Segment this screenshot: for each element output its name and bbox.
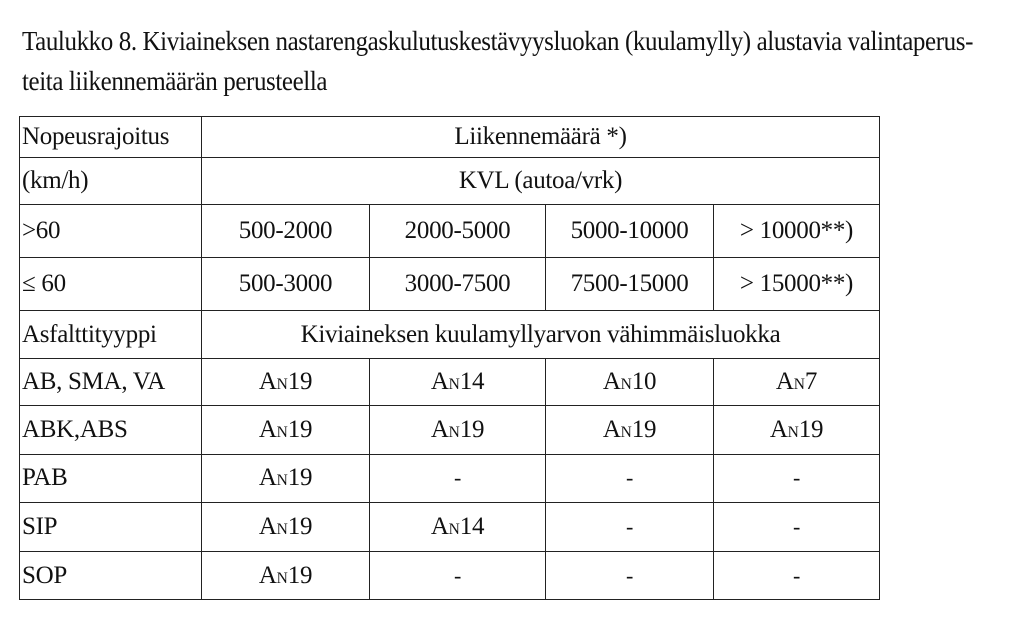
asphalt-type-header-row [20,311,880,359]
class-subscript: N [276,423,288,441]
min-class-cell [546,552,714,600]
min-class-cell [714,552,880,600]
class-value: 10 [631,367,657,395]
min-class-cell [202,503,370,552]
empty-dash: - [625,465,634,491]
min-class-cell [370,503,546,552]
header-row-2 [20,157,880,205]
class-value: 19 [287,464,313,492]
empty-dash: - [792,465,801,491]
asphalt-type-row [20,503,880,552]
min-class-cell [546,503,714,552]
class-value: 19 [287,561,313,589]
min-class-cell [370,358,546,405]
speed-row [20,258,880,311]
min-class-cell [546,405,714,454]
traffic-volume-table [19,116,880,600]
speed-limit-header: Nopeusrajoitus [20,117,202,158]
min-class-cell [202,454,370,503]
class-value: 19 [287,415,313,443]
class-prefix: A [258,464,277,492]
min-class-cell [370,552,546,600]
speed-limit-cell: >60 [20,205,202,258]
kvl-unit-header: KVL (autoa/vrk) [202,157,880,205]
speed-limit-cell: ≤ 60 [20,258,202,311]
traffic-volume-cell: 3000-7500 [370,258,546,311]
asphalt-type-cell: AB, SMA, VA [20,358,202,405]
class-prefix: A [258,513,277,541]
class-subscript: N [276,521,288,539]
empty-dash: - [453,562,462,588]
header-row-1 [20,117,880,158]
min-class-cell [714,454,880,503]
class-value: 19 [798,415,824,443]
class-prefix: A [775,367,794,395]
min-class-cell [202,405,370,454]
class-prefix: A [430,367,449,395]
asphalt-type-header: Asfalttityyppi [20,311,202,359]
class-prefix: A [258,561,277,589]
asphalt-type-row [20,358,880,405]
class-prefix: A [258,367,277,395]
traffic-volume-cell: 2000-5000 [370,205,546,258]
class-value: 14 [459,513,485,541]
class-subscript: N [793,375,805,393]
asphalt-type-cell: SIP [20,503,202,552]
min-class-cell [202,358,370,405]
class-subscript: N [448,423,460,441]
asphalt-type-cell: PAB [20,454,202,503]
caption-line-1: Taulukko 8. Kiviaineksen nastarengaskulutuskestävyysluokan (kuulamylly) alustavia valintaperus- [22,27,973,57]
asphalt-type-row [20,405,880,454]
class-value: 14 [459,367,485,395]
class-subscript: N [276,472,288,490]
class-prefix: A [602,367,621,395]
traffic-volume-cell: 500-3000 [202,258,370,311]
min-class-cell [546,454,714,503]
traffic-volume-cell: 5000-10000 [546,205,714,258]
min-class-cell [714,405,880,454]
class-value: 19 [287,513,313,541]
class-subscript: N [620,375,632,393]
caption-line-2: teita liikennemäärän perusteella [22,67,328,97]
traffic-volume-header: Liikennemäärä *) [202,117,880,158]
empty-dash: - [625,562,634,588]
class-subscript: N [276,569,288,587]
table-caption [22,22,1012,102]
class-prefix: A [602,415,621,443]
class-subscript: N [276,375,288,393]
asphalt-type-row [20,454,880,503]
class-subscript: N [787,423,799,441]
traffic-volume-cell: > 10000**) [714,205,880,258]
min-class-cell [202,552,370,600]
min-class-cell [714,358,880,405]
class-value: 19 [631,415,657,443]
class-prefix: A [430,513,449,541]
empty-dash: - [792,514,801,540]
traffic-volume-cell: 7500-15000 [546,258,714,311]
class-subscript: N [620,423,632,441]
class-value: 7 [804,367,818,395]
min-class-cell [370,454,546,503]
class-prefix: A [430,415,449,443]
class-subscript: N [448,521,460,539]
traffic-volume-cell: 500-2000 [202,205,370,258]
speed-unit-header: (km/h) [20,157,202,205]
speed-row [20,205,880,258]
empty-dash: - [792,562,801,588]
min-class-cell [370,405,546,454]
asphalt-type-row [20,552,880,600]
traffic-volume-cell: > 15000**) [714,258,880,311]
class-prefix: A [769,415,788,443]
empty-dash: - [625,514,634,540]
asphalt-type-cell: ABK,ABS [20,405,202,454]
min-class-header: Kiviaineksen kuulamyllyarvon vähimmäisluokka [202,311,880,359]
min-class-cell [714,503,880,552]
class-prefix: A [258,415,277,443]
asphalt-type-cell: SOP [20,552,202,600]
empty-dash: - [453,465,462,491]
class-value: 19 [459,415,485,443]
class-value: 19 [287,367,313,395]
min-class-cell [546,358,714,405]
class-subscript: N [448,375,460,393]
